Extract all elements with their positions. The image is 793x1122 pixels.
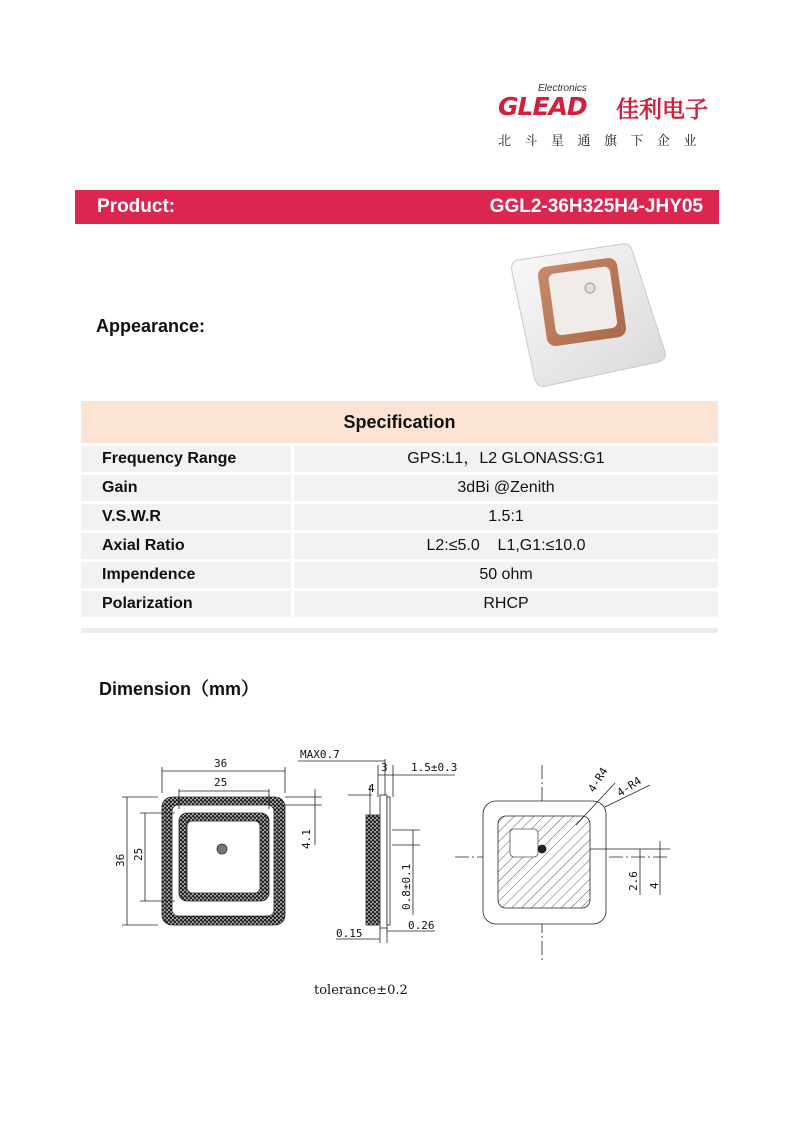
spec-title: Specification bbox=[81, 401, 718, 443]
tolerance-note: tolerance±0.2 bbox=[314, 983, 408, 998]
spec-name: Impendence bbox=[81, 562, 291, 588]
dim-d4: 4 bbox=[648, 882, 661, 889]
dim-outer-width: 36 bbox=[214, 757, 228, 770]
spec-table bbox=[81, 401, 718, 633]
spec-value: 1.5:1 bbox=[294, 504, 718, 530]
spec-name: Axial Ratio bbox=[81, 533, 291, 559]
table-row bbox=[81, 475, 718, 501]
dim-t026: 0.26 bbox=[408, 919, 435, 932]
spec-footer-rule bbox=[81, 628, 718, 633]
table-row bbox=[81, 533, 718, 559]
table-row bbox=[81, 562, 718, 588]
dim-inner-width: 25 bbox=[214, 776, 228, 789]
table-row bbox=[81, 591, 718, 617]
dim-t08: 0.8±0.1 bbox=[400, 863, 413, 910]
side-view bbox=[298, 759, 458, 943]
company-logo bbox=[494, 82, 722, 152]
table-row bbox=[81, 446, 718, 472]
appearance-label: Appearance: bbox=[96, 316, 206, 336]
product-bar bbox=[75, 190, 719, 224]
dim-offset: 4.1 bbox=[300, 829, 313, 849]
table-row bbox=[81, 504, 718, 530]
dimension-drawing bbox=[110, 745, 680, 970]
dim-d26: 2.6 bbox=[627, 871, 640, 891]
spec-value: RHCP bbox=[294, 591, 718, 617]
antenna-photo bbox=[500, 240, 680, 392]
dim-t15: 1.5±0.3 bbox=[411, 761, 458, 774]
bottom-view bbox=[455, 765, 670, 963]
spec-value: L2:≤5.0 L1,G1:≤10.0 bbox=[294, 533, 718, 559]
dim-r2: 4-R4 bbox=[614, 774, 644, 800]
spec-name: Frequency Range bbox=[81, 446, 291, 472]
logo-brand-cn: 佳利电子 bbox=[616, 97, 708, 123]
dim-t3: 3 bbox=[381, 761, 388, 774]
product-label: Product: bbox=[97, 196, 176, 217]
spec-name: Gain bbox=[81, 475, 291, 501]
spec-value: 50 ohm bbox=[294, 562, 718, 588]
dimension-label: Dimension（mm） bbox=[99, 679, 260, 699]
product-model: GGL2-36H325H4-JHY05 bbox=[489, 196, 703, 217]
logo-slogan: 北斗星通旗下企业 bbox=[498, 134, 711, 149]
dim-t015: 0.15 bbox=[336, 927, 363, 940]
dim-outer-height: 36 bbox=[114, 853, 127, 867]
dim-t4: 4 bbox=[368, 782, 375, 795]
spec-name: Polarization bbox=[81, 591, 291, 617]
front-view bbox=[122, 767, 322, 925]
dim-r1: 4-R4 bbox=[585, 765, 611, 795]
spec-name: V.S.W.R bbox=[81, 504, 291, 530]
logo-brand: GLEAD bbox=[498, 92, 587, 121]
logo-brand-sub: Electronics bbox=[538, 83, 587, 94]
spec-value: GPS:L1，L2 GLONASS:G1 bbox=[294, 446, 718, 472]
dim-max-thickness: MAX0.7 bbox=[300, 748, 340, 761]
spec-value: 3dBi @Zenith bbox=[294, 475, 718, 501]
dim-inner-height: 25 bbox=[132, 847, 145, 861]
